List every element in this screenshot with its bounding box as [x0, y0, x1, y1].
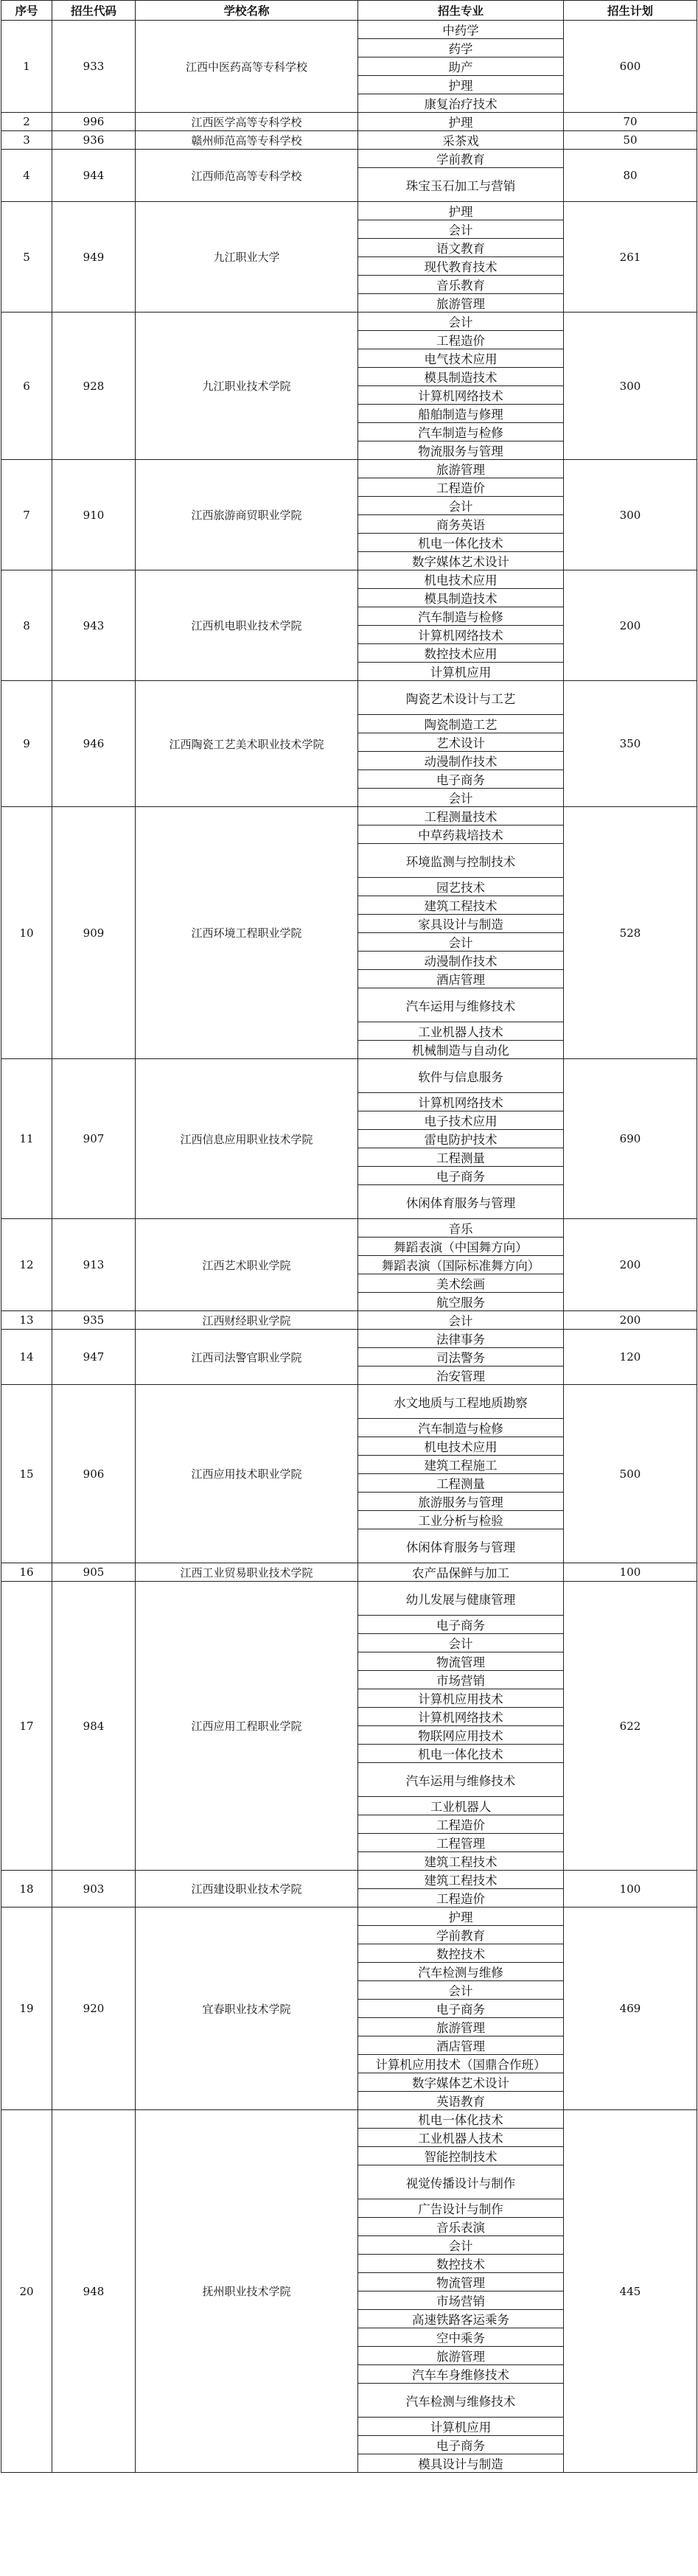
major-name: 动漫制作技术	[358, 952, 564, 970]
school-code: 920	[52, 1907, 136, 2110]
major-name: 美术绘画	[358, 1274, 564, 1293]
major-name: 数控技术	[358, 1944, 564, 1963]
major-name: 电气技术应用	[358, 349, 564, 368]
major-name: 陶瓷艺术设计与工艺	[358, 681, 564, 715]
major-name: 电子商务	[358, 1167, 564, 1185]
school-name: 江西陶瓷工艺美术职业技术学院	[136, 681, 358, 807]
school-seq: 4	[1, 150, 52, 202]
major-name: 建筑工程技术	[358, 1871, 564, 1889]
school-name: 江西机电职业技术学院	[136, 570, 358, 681]
major-name: 会计	[358, 497, 564, 515]
major-name: 计算机网络技术	[358, 626, 564, 644]
school-name: 江西师范高等专科学校	[136, 150, 358, 202]
table-row	[1, 1871, 697, 1889]
school-plan: 120	[564, 1330, 697, 1385]
major-name: 会计	[358, 2236, 564, 2255]
school-name: 江西医学高等专科学校	[136, 113, 358, 131]
school-name: 江西中医药高等专科学校	[136, 21, 358, 113]
major-name: 会计	[358, 1311, 564, 1330]
major-name: 会计	[358, 789, 564, 807]
major-name: 汽车检测与维修技术	[358, 2384, 564, 2418]
school-seq: 7	[1, 460, 52, 570]
major-name: 环境监测与控制技术	[358, 844, 564, 878]
table-row	[1, 681, 697, 715]
major-name: 护理	[358, 202, 564, 220]
major-name: 农产品保鲜与加工	[358, 1563, 564, 1582]
major-name: 工程测量	[358, 1474, 564, 1493]
school-seq: 5	[1, 202, 52, 313]
school-seq: 13	[1, 1311, 52, 1330]
school-code: 996	[52, 113, 136, 131]
major-name: 汽车车身维修技术	[358, 2365, 564, 2384]
major-name: 音乐	[358, 1219, 564, 1238]
header-code: 招生代码	[52, 1, 136, 21]
school-code: 913	[52, 1219, 136, 1311]
school-name: 江西信息应用职业技术学院	[136, 1059, 358, 1219]
major-name: 水文地质与工程地质勘察	[358, 1385, 564, 1419]
major-name: 计算机网络技术	[358, 386, 564, 405]
header-seq: 序号	[1, 1, 52, 21]
school-plan: 80	[564, 150, 697, 202]
major-name: 艺术设计	[358, 733, 564, 752]
major-name: 数控技术	[358, 2255, 564, 2273]
major-name: 电子商务	[358, 2000, 564, 2018]
table-row	[1, 1219, 697, 1238]
major-name: 机电一体化技术	[358, 1745, 564, 1763]
school-code: 935	[52, 1311, 136, 1330]
table-row	[1, 1311, 697, 1330]
school-name: 江西应用工程职业学院	[136, 1582, 358, 1871]
major-name: 工业机器人技术	[358, 2129, 564, 2147]
table-row	[1, 1059, 697, 1093]
major-name: 园艺技术	[358, 878, 564, 896]
school-code: 949	[52, 202, 136, 313]
major-name: 机电一体化技术	[358, 534, 564, 552]
school-plan: 300	[564, 313, 697, 460]
major-name: 数字媒体艺术设计	[358, 2073, 564, 2092]
school-code: 936	[52, 131, 136, 150]
major-name: 模具制造技术	[358, 368, 564, 386]
school-name: 江西建设职业技术学院	[136, 1871, 358, 1907]
school-name: 抚州职业技术学院	[136, 2110, 358, 2473]
school-code: 907	[52, 1059, 136, 1219]
table-row	[1, 460, 697, 478]
major-name: 数字媒体艺术设计	[358, 552, 564, 570]
major-name: 音乐表演	[358, 2218, 564, 2236]
major-name: 电子商务	[358, 1616, 564, 1634]
major-name: 高速铁路客运乘务	[358, 2310, 564, 2328]
major-name: 数控技术应用	[358, 644, 564, 663]
major-name: 中药学	[358, 21, 564, 39]
school-name: 江西应用技术职业学院	[136, 1385, 358, 1563]
school-seq: 6	[1, 313, 52, 460]
school-name: 江西工业贸易职业技术学院	[136, 1563, 358, 1582]
school-name: 赣州师范高等专科学校	[136, 131, 358, 150]
major-name: 建筑工程施工	[358, 1456, 564, 1474]
school-plan: 300	[564, 460, 697, 570]
school-name: 九江职业大学	[136, 202, 358, 313]
major-name: 计算机应用	[358, 663, 564, 681]
major-name: 会计	[358, 933, 564, 952]
major-name: 计算机网络技术	[358, 1708, 564, 1726]
major-name: 幼儿发展与健康管理	[358, 1582, 564, 1616]
table-row	[1, 807, 697, 825]
school-seq: 12	[1, 1219, 52, 1311]
school-code: 906	[52, 1385, 136, 1563]
major-name: 现代教育技术	[358, 257, 564, 276]
school-plan: 528	[564, 807, 697, 1059]
school-seq: 18	[1, 1871, 52, 1907]
major-name: 酒店管理	[358, 2036, 564, 2055]
school-seq: 11	[1, 1059, 52, 1219]
major-name: 视觉传播设计与制作	[358, 2165, 564, 2199]
school-seq: 16	[1, 1563, 52, 1582]
table-row	[1, 1385, 697, 1419]
school-name: 江西司法警官职业学院	[136, 1330, 358, 1385]
major-name: 机电一体化技术	[358, 2110, 564, 2129]
school-code: 903	[52, 1871, 136, 1907]
major-name: 电子技术应用	[358, 1111, 564, 1130]
table-row	[1, 202, 697, 220]
school-plan: 445	[564, 2110, 697, 2473]
major-name: 广告设计与制作	[358, 2199, 564, 2218]
major-name: 电子商务	[358, 2436, 564, 2454]
major-name: 航空服务	[358, 1293, 564, 1311]
table-row	[1, 113, 697, 131]
major-name: 软件与信息服务	[358, 1059, 564, 1093]
major-name: 语文教育	[358, 239, 564, 257]
school-seq: 20	[1, 2110, 52, 2473]
school-seq: 8	[1, 570, 52, 681]
major-name: 工业分析与检验	[358, 1511, 564, 1529]
school-name: 宜春职业技术学院	[136, 1907, 358, 2110]
school-code: 909	[52, 807, 136, 1059]
school-code: 984	[52, 1582, 136, 1871]
major-name: 护理	[358, 76, 564, 94]
major-name: 雷电防护技术	[358, 1130, 564, 1148]
school-plan: 100	[564, 1563, 697, 1582]
school-plan: 261	[564, 202, 697, 313]
major-name: 会计	[358, 313, 564, 331]
header-school-name: 学校名称	[136, 1, 358, 21]
table-row	[1, 21, 697, 39]
major-name: 市场营销	[358, 1671, 564, 1689]
school-code: 948	[52, 2110, 136, 2473]
school-name: 江西旅游商贸职业学院	[136, 460, 358, 570]
major-name: 家具设计与制造	[358, 915, 564, 933]
major-name: 中草药栽培技术	[358, 825, 564, 844]
major-name: 模具设计与制造	[358, 2454, 564, 2473]
school-seq: 2	[1, 113, 52, 131]
table-row	[1, 131, 697, 150]
school-code: 928	[52, 313, 136, 460]
major-name: 护理	[358, 1907, 564, 1926]
major-name: 计算机应用技术	[358, 1689, 564, 1708]
major-name: 工程造价	[358, 1889, 564, 1907]
major-name: 建筑工程技术	[358, 1852, 564, 1871]
school-code: 944	[52, 150, 136, 202]
school-seq: 3	[1, 131, 52, 150]
major-name: 会计	[358, 1981, 564, 2000]
header-row	[1, 1, 697, 21]
school-seq: 10	[1, 807, 52, 1059]
major-name: 市场营销	[358, 2291, 564, 2310]
table-row	[1, 2110, 697, 2129]
major-name: 会计	[358, 1634, 564, 1652]
school-plan: 70	[564, 113, 697, 131]
school-seq: 15	[1, 1385, 52, 1563]
school-plan: 200	[564, 1311, 697, 1330]
major-name: 工程造价	[358, 331, 564, 349]
major-name: 电子商务	[358, 770, 564, 789]
major-name: 物流管理	[358, 1652, 564, 1671]
major-name: 康复治疗技术	[358, 94, 564, 113]
major-name: 智能控制技术	[358, 2147, 564, 2165]
major-name: 机械制造与自动化	[358, 1041, 564, 1059]
school-plan: 690	[564, 1059, 697, 1219]
school-name: 九江职业技术学院	[136, 313, 358, 460]
school-plan: 622	[564, 1582, 697, 1871]
major-name: 工程测量	[358, 1148, 564, 1167]
major-name: 汽车制造与检修	[358, 1419, 564, 1437]
major-name: 空中乘务	[358, 2328, 564, 2347]
major-name: 会计	[358, 220, 564, 239]
table-row	[1, 1582, 697, 1616]
major-name: 工程造价	[358, 1815, 564, 1834]
school-seq: 14	[1, 1330, 52, 1385]
table-row	[1, 1330, 697, 1348]
major-name: 旅游管理	[358, 2347, 564, 2365]
school-plan: 600	[564, 21, 697, 113]
major-name: 计算机应用技术（国鼎合作班）	[358, 2055, 564, 2073]
major-name: 汽车制造与检修	[358, 423, 564, 441]
major-name: 机电技术应用	[358, 1437, 564, 1456]
major-name: 工业机器人技术	[358, 1022, 564, 1041]
school-seq: 9	[1, 681, 52, 807]
major-name: 旅游管理	[358, 2018, 564, 2036]
major-name: 物联网应用技术	[358, 1726, 564, 1745]
major-name: 船舶制造与修理	[358, 405, 564, 423]
major-name: 汽车运用与维修技术	[358, 1763, 564, 1797]
major-name: 酒店管理	[358, 970, 564, 988]
table-row	[1, 313, 697, 331]
table-row	[1, 1907, 697, 1926]
table-body	[1, 21, 697, 2473]
major-name: 汽车检测与维修	[358, 1963, 564, 1981]
table-row	[1, 570, 697, 589]
school-code: 933	[52, 21, 136, 113]
table-row	[1, 1563, 697, 1582]
major-name: 计算机应用	[358, 2418, 564, 2436]
header-majors: 招生专业	[358, 1, 564, 21]
major-name: 工程测量技术	[358, 807, 564, 825]
major-name: 休闲体育服务与管理	[358, 1185, 564, 1219]
major-name: 助产	[358, 57, 564, 76]
header-plan: 招生计划	[564, 1, 697, 21]
school-seq: 1	[1, 21, 52, 113]
major-name: 舞蹈表演（中国舞方向）	[358, 1238, 564, 1256]
major-name: 珠宝玉石加工与营销	[358, 168, 564, 202]
major-name: 陶瓷制造工艺	[358, 715, 564, 733]
major-name: 法律事务	[358, 1330, 564, 1348]
school-plan: 50	[564, 131, 697, 150]
major-name: 工业机器人	[358, 1797, 564, 1815]
major-name: 工程管理	[358, 1834, 564, 1852]
school-code: 946	[52, 681, 136, 807]
major-name: 休闲体育服务与管理	[358, 1529, 564, 1563]
major-name: 司法警务	[358, 1348, 564, 1366]
school-name: 江西环境工程职业学院	[136, 807, 358, 1059]
major-name: 音乐教育	[358, 276, 564, 294]
table-row	[1, 150, 697, 168]
school-code: 905	[52, 1563, 136, 1582]
major-name: 药学	[358, 39, 564, 57]
major-name: 机电技术应用	[358, 570, 564, 589]
major-name: 治安管理	[358, 1366, 564, 1385]
school-seq: 17	[1, 1582, 52, 1871]
major-name: 旅游服务与管理	[358, 1493, 564, 1511]
major-name: 商务英语	[358, 515, 564, 534]
school-code: 947	[52, 1330, 136, 1385]
school-seq: 19	[1, 1907, 52, 2110]
school-plan: 200	[564, 570, 697, 681]
major-name: 建筑工程技术	[358, 896, 564, 915]
major-name: 计算机网络技术	[358, 1093, 564, 1111]
major-name: 学前教育	[358, 1926, 564, 1944]
major-name: 物流管理	[358, 2273, 564, 2291]
major-name: 学前教育	[358, 150, 564, 168]
school-code: 943	[52, 570, 136, 681]
school-code: 910	[52, 460, 136, 570]
school-plan: 100	[564, 1871, 697, 1907]
school-plan: 500	[564, 1385, 697, 1563]
major-name: 英语教育	[358, 2092, 564, 2110]
major-name: 模具制造技术	[358, 589, 564, 607]
school-name: 江西艺术职业学院	[136, 1219, 358, 1311]
school-plan: 200	[564, 1219, 697, 1311]
enrollment-table	[1, 0, 697, 2473]
major-name: 汽车制造与检修	[358, 607, 564, 626]
major-name: 舞蹈表演（国际标准舞方向）	[358, 1256, 564, 1274]
school-plan: 350	[564, 681, 697, 807]
major-name: 动漫制作技术	[358, 752, 564, 770]
major-name: 采茶戏	[358, 131, 564, 150]
major-name: 旅游管理	[358, 460, 564, 478]
school-name: 江西财经职业学院	[136, 1311, 358, 1330]
major-name: 汽车运用与维修技术	[358, 988, 564, 1022]
major-name: 工程造价	[358, 478, 564, 497]
major-name: 物流服务与管理	[358, 441, 564, 460]
school-plan: 469	[564, 1907, 697, 2110]
major-name: 护理	[358, 113, 564, 131]
major-name: 旅游管理	[358, 294, 564, 313]
